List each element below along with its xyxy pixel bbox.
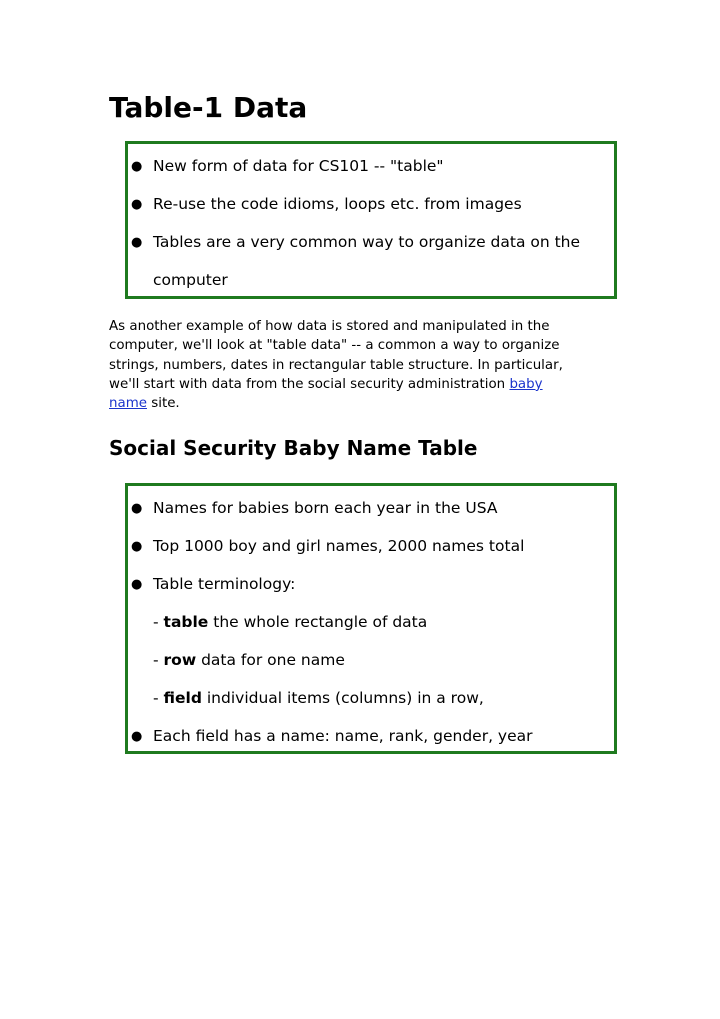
bullet-icon: ● xyxy=(131,197,143,212)
list-item: ● New form of data for CS101 -- "table" xyxy=(128,147,614,185)
baby-name-link[interactable]: baby name xyxy=(109,376,543,412)
list-item: ● Each field has a name: name, rank, gender, year xyxy=(128,717,614,755)
list-item-continuation: computer xyxy=(153,271,228,289)
term-field: - field individual items (columns) in a row, xyxy=(153,689,484,707)
bullet-icon: ● xyxy=(131,577,143,592)
term-table: - table the whole rectangle of data xyxy=(153,613,428,631)
term-row: - row data for one name xyxy=(153,651,345,669)
bullet-icon: ● xyxy=(131,159,143,174)
summary-box xyxy=(125,141,617,299)
bullet-icon: ● xyxy=(131,235,143,250)
bullet-icon: ● xyxy=(131,501,143,516)
bullet-icon: ● xyxy=(131,729,143,744)
intro-paragraph: As another example of how data is stored and manipulated in the computer, we'll look at "table data" -- a common a way to organize strings, numbers, dates in rectangular table structure. In particular, we'll start with data from the social security administration baby name site. xyxy=(109,319,563,412)
page-title: Table-1 Data xyxy=(109,91,308,124)
list-item: ● Names for babies born each year in the USA xyxy=(128,489,614,527)
list-item: ● Tables are a very common way to organize data on the xyxy=(128,223,614,261)
baby-name-box xyxy=(125,483,617,754)
list-item: ● Table terminology: xyxy=(128,565,614,603)
list-item: ● Top 1000 boy and girl names, 2000 names total xyxy=(128,527,614,565)
bullet-icon: ● xyxy=(131,539,143,554)
section-title: Social Security Baby Name Table xyxy=(109,436,478,460)
list-item: ● Re-use the code idioms, loops etc. from images xyxy=(128,185,614,223)
